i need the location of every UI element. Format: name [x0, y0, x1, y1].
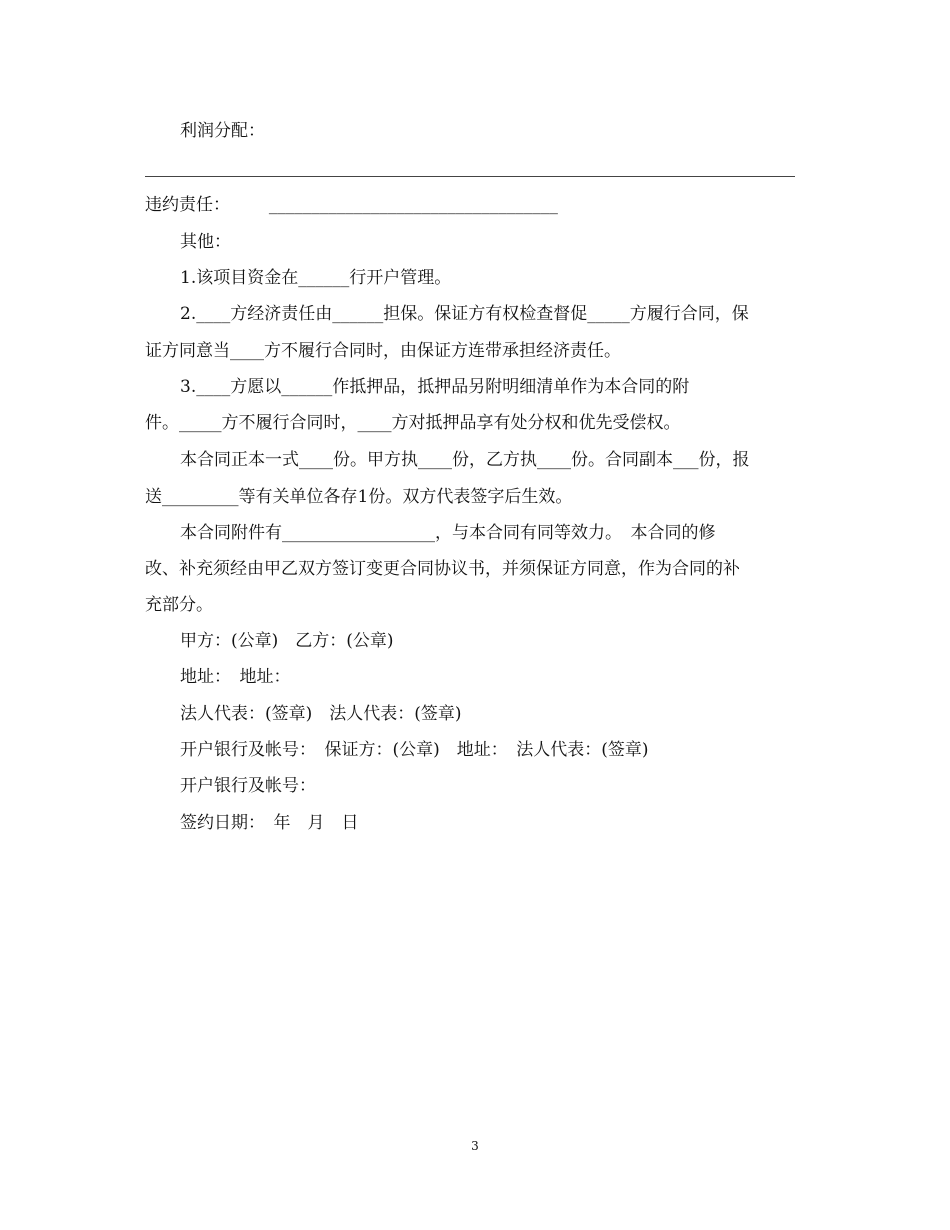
breach-liability-label: 违约责任：: [145, 195, 230, 215]
profit-distribution-label: 利润分配：: [180, 121, 265, 141]
address-line: 地址： 地址：: [180, 667, 291, 687]
copies-line-2: 送_________等有关单位各存1份。双方代表签字后生效。: [145, 487, 573, 507]
signing-date-line: 签约日期： 年 月 日: [180, 813, 359, 833]
other-label: 其他：: [180, 232, 231, 252]
copies-line-1: 本合同正本一式____份。甲方执____份，乙方执____份。合同副本___份，报: [180, 450, 750, 470]
attachments-line-2: 改、补充须经由甲乙双方签订变更合同协议书，并须保证方同意，作为合同的补: [145, 559, 740, 579]
clause-1: 1.该项目资金在______行开户管理。: [180, 268, 452, 288]
clause-2-line-1: 2.____方经济责任由______担保。保证方有权检查督促_____方履行合同，保: [180, 304, 749, 324]
bank-account-line: 开户银行及帐号：: [180, 776, 316, 796]
profit-distribution-fill-line: [145, 176, 795, 177]
clause-3-line-1: 3.____方愿以______作抵押品，抵押品另附明细清单作为本合同的附: [180, 377, 690, 397]
attachments-line-3: 充部分。: [145, 595, 213, 615]
legal-representative-line: 法人代表：(签章) 法人代表：(签章): [180, 704, 462, 724]
bank-guarantor-line: 开户银行及帐号： 保证方：(公章) 地址： 法人代表：(签章): [180, 740, 649, 760]
clause-2-line-2: 证方同意当____方不履行合同时，由保证方连带承担经济责任。: [145, 341, 621, 361]
parties-seal-line: 甲方：(公章) 乙方：(公章): [180, 631, 394, 651]
page-number: 3: [471, 1139, 479, 1153]
breach-liability-blank: __________________________________: [268, 195, 558, 215]
attachments-line-1: 本合同附件有__________________，与本合同有同等效力。 本合同的修: [180, 523, 716, 543]
breach-liability-line: [145, 194, 558, 216]
clause-3-line-2: 件。_____方不履行合同时，____方对抵押品享有处分权和优先受偿权。: [145, 413, 681, 433]
